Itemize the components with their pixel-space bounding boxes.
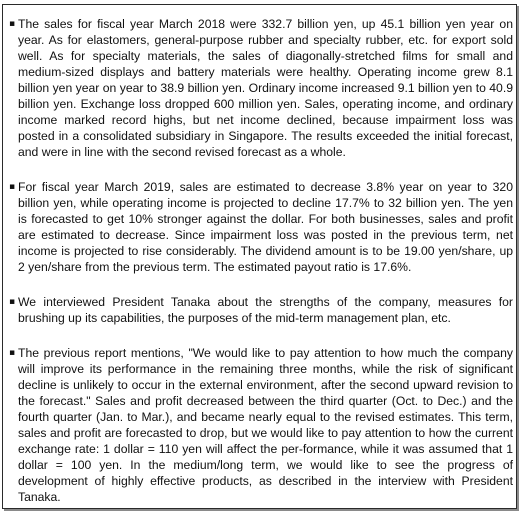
bullet-icon: ▪ — [9, 348, 16, 358]
bullet-icon: ▪ — [9, 182, 16, 192]
paragraph-text: The previous report mentions, "We would like to pay attention to how much the company will improve its performance in the remaining three months, while the risk of significant decline is unlikely to occur in the external environment, after the second upward revision to the forecast." Sales and profit decreased between the third quarter (Oct. to Dec.) and the fourth quarter (Jan. to Mar.), and became nearly equal to the revised estimates. This term, sales and profit are forecasted to drop, but we would like to pay attention to how the current exchange rate: 1 dollar = 110 yen will affect the per-formance, while it was assumed that 1 dollar = 100 yen. In the medium/long term, we would like to see the progress of development of highly effective products, as described in the interview with President Tanaka. — [18, 346, 513, 504]
paragraph-text: For fiscal year March 2019, sales are estimated to decrease 3.8% year on year to 320 billion yen, while operating income is projected to decline 17.7% to 32 billion yen. The yen is forecasted to get 10% stronger against the dollar. For both businesses, sales and profit are estimated to decrease. Since impairment loss was posted in the previous term, net income is projected to rise considerably. The dividend amount is to be 19.00 yen/share, up 2 yen/share from the previous term. The estimated payout ratio is 17.6%. — [18, 180, 513, 274]
bullet-icon: ▪ — [9, 297, 16, 307]
summary-box — [2, 4, 517, 509]
list-item — [9, 345, 513, 505]
summary-list — [9, 16, 513, 524]
paragraph-text: The sales for fiscal year March 2018 were 332.7 billion yen, up 45.1 billion yen year on year. As for elastomers, general-purpose rubber and specialty rubber, etc. for export sold well. As for specialty materials, the sales of diagonally-stretched films for small and medium-sized displays and battery materials were healthy. Operating income grew 8.1 billion yen year on year to 38.9 billion yen. Ordinary income increased 9.1 billion yen to 40.9 billion yen. Exchange loss dropped 600 million yen. Sales, operating income, and ordinary income marked record highs, but net income declined, because impairment loss was posted in a consolidated subsidiary in Singapore. The results exceeded the initial forecast, and were in line with the second revised forecast as a whole. — [18, 17, 513, 159]
paragraph-text: We interviewed President Tanaka about the strengths of the company, measures for brushing up its capabilities, the purposes of the mid-term management plan, etc. — [18, 295, 513, 325]
list-item — [9, 179, 513, 275]
list-item — [9, 294, 513, 326]
list-item — [9, 16, 513, 160]
bullet-icon: ▪ — [9, 19, 16, 29]
